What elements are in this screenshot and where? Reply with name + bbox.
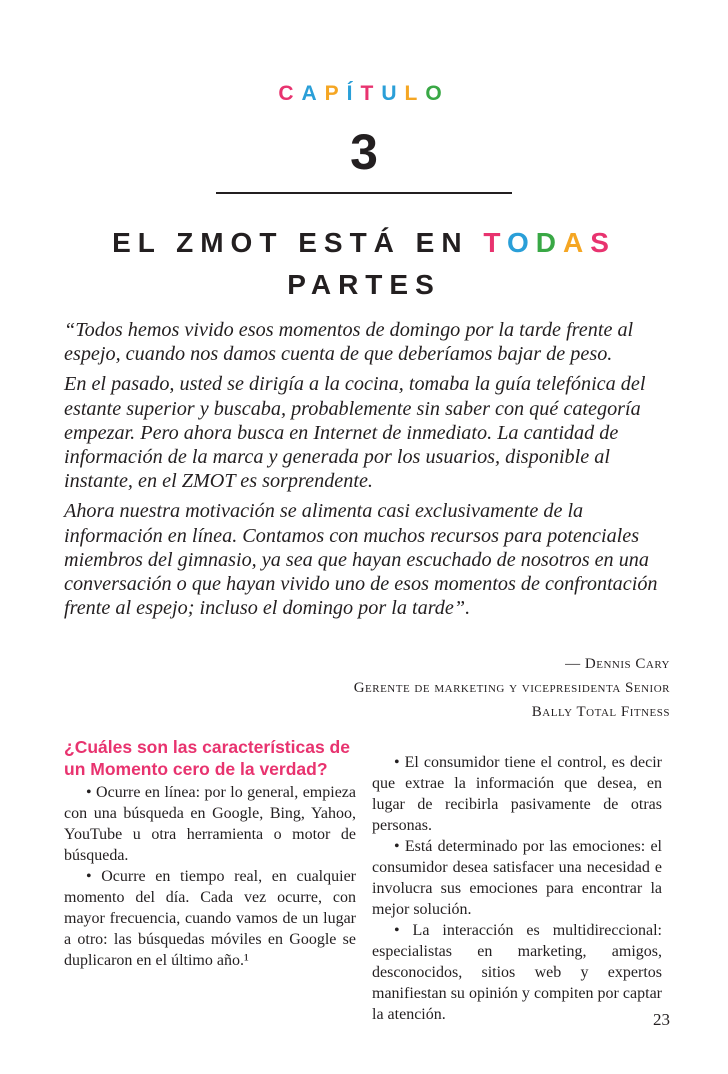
title-text: PARTES bbox=[287, 269, 441, 300]
chapter-divider bbox=[216, 192, 512, 194]
quote-paragraph: Ahora nuestra motivación se alimenta casi exclusivamente de la información en línea. Contamos con muchos recursos para potenciales miembros del gimnasio, ya sea que hayan escuchado de nosotros en una conversación o que hayan vivido uno de esos momentos de confrontación frente al espejo; incluso el domingo por la tarde”. bbox=[64, 500, 658, 620]
epigraph-quote bbox=[64, 318, 670, 626]
chapter-letter: P bbox=[324, 82, 347, 105]
bullet-paragraph: • El consumidor tiene el control, es decir que extrae la información que desea, en lugar de recibirla pasivamente de otras personas. bbox=[372, 754, 662, 834]
attribution-name: — Dennis Cary bbox=[565, 656, 670, 672]
chapter-number: 3 bbox=[350, 124, 378, 180]
title-highlight-letter: S bbox=[590, 227, 616, 258]
quote-paragraph: “Todos hemos vivido esos momentos de domingo por la tarde frente al espejo, cuando nos damos cuenta de que deberíamos bajar de peso. bbox=[64, 319, 634, 366]
chapter-label bbox=[0, 82, 728, 106]
right-column bbox=[372, 752, 662, 1025]
chapter-letter: C bbox=[278, 82, 302, 105]
bullet-paragraph: • Ocurre en tiempo real, en cualquier momento del día. Cada vez ocurre, con mayor frecuencia, cuando vamos de un lugar a otro: las búsquedas móviles en Google se duplicaron en el último año.¹ bbox=[64, 868, 356, 969]
title-highlight-letter: O bbox=[506, 227, 536, 258]
chapter-letter: A bbox=[301, 82, 325, 105]
title-highlight-letter: A bbox=[562, 227, 591, 258]
chapter-letter: T bbox=[360, 82, 382, 105]
bullet-paragraph: • Está determinado por las emociones: el consumidor desea satisfacer una necesidad e involucra sus emociones para encontrar la mejor solución. bbox=[372, 838, 662, 918]
quote-attribution bbox=[200, 652, 670, 724]
bullet-paragraph: • La interacción es multidireccional: especialistas en marketing, amigos, desconocidos, sitios web y expertos manifiestan su opinión y compiten por captar la atención. bbox=[372, 922, 662, 1023]
chapter-letter: L bbox=[404, 82, 426, 105]
title-highlight-letter: T bbox=[483, 227, 507, 258]
chapter-letter: O bbox=[425, 82, 450, 105]
chapter-title bbox=[60, 222, 668, 306]
left-column bbox=[64, 736, 356, 971]
bullet-paragraph: • Ocurre en línea: por lo general, empieza con una búsqueda en Google, Bing, Yahoo, YouTube u otra herramienta o motor de búsqueda. bbox=[64, 784, 356, 864]
chapter-letter: U bbox=[381, 82, 405, 105]
page-number: 23 bbox=[653, 1010, 670, 1029]
attribution-role: Gerente de marketing y vicepresidenta Senior bbox=[353, 680, 670, 696]
attribution-company: Bally Total Fitness bbox=[531, 704, 670, 720]
title-highlight-letter: D bbox=[535, 227, 563, 258]
section-heading: ¿Cuáles son las características de un Momento cero de la verdad? bbox=[64, 737, 350, 779]
quote-paragraph: En el pasado, usted se dirigía a la cocina, tomaba la guía telefónica del estante superior y buscaba, probablemente sin saber con qué categoría empezar. Pero ahora busca en Internet de inmediato. La cantidad de información de la marca y generada por los usuarios, disponible al instante, en el ZMOT es sorprendente. bbox=[64, 373, 646, 493]
chapter-letter: Í bbox=[346, 82, 361, 105]
title-text: EL ZMOT ESTÁ EN bbox=[112, 227, 484, 258]
